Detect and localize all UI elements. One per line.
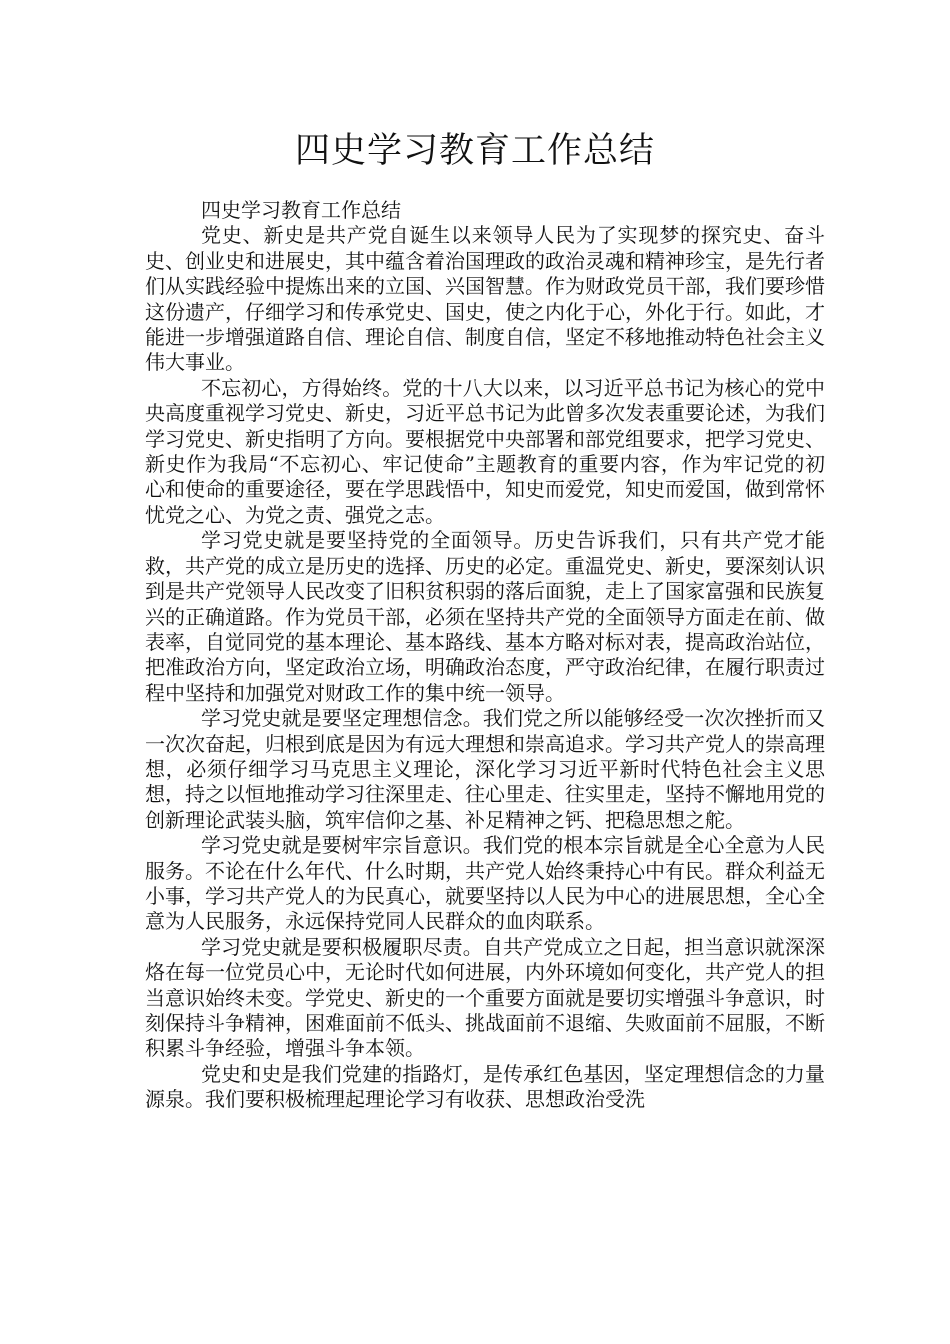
paragraph-original-aspiration: 不忘初心，方得始终。党的十八大以来，以习近平总书记为核心的党中央高度重视学习党史、新史，习近平总书记为此曾多次发表重要论述，为我们学习党史、新史指明了方向。要根据党中央部署和部党组要求，把学习党史、新史作为我局“不忘初心、牢记使命”主题教育的重要内容，作为牢记党的初心和使命的重要途径，要在学思践悟中，知史而爱党，知史而爱国，做到常怀忧党之心、为党之责、强党之志。 bbox=[145, 375, 825, 527]
paragraph-guiding-light: 党史和史是我们党建的指路灯，是传承红色基因，坚定理想信念的力量源泉。我们要积极梳理起理论学习有收获、思想政治受洗 bbox=[145, 1061, 825, 1112]
paragraph-purpose-awareness: 学习党史就是要树牢宗旨意识。我们党的根本宗旨就是全心全意为人民服务。不论在什么年代、什么时期，共产党人始终秉持心中有民。群众利益无小事，学习共产党人的为民真心，就要坚持以人民为中心的进展思想，全心全意为人民服务，永远保持党同人民群众的血肉联系。 bbox=[145, 833, 825, 934]
paragraph-duty-responsibility: 学习党史就是要积极履职尽责。自共产党成立之日起，担当意识就深深烙在每一位党员心中，无论时代如何进展，内外环境如何变化，共产党人的担当意识始终未变。学党史、新史的一个重要方面就是要切实增强斗争意识，时刻保持斗争精神，困难面前不低头、挑战面前不退缩、失败面前不屈服，不断积累斗争经验，增强斗争本领。 bbox=[145, 934, 825, 1061]
document-body bbox=[145, 198, 825, 1113]
paragraph-subtitle: 四史学习教育工作总结 bbox=[201, 198, 401, 222]
paragraph-ideals-beliefs: 学习党史就是要坚定理想信念。我们党之所以能够经受一次次挫折而又一次次奋起，归根到底是因为有远大理想和崇高追求。学习共产党人的崇高理想，必须仔细学习马克思主义理论，深化学习习近平新时代特色社会主义思想，持之以恒地推动学习往深里走、往心里走、往实里走，坚持不懈地用党的创新理论武装头脑，筑牢信仰之基、补足精神之钙、把稳思想之舵。 bbox=[145, 706, 825, 832]
paragraph-intro: 党史、新史是共产党自诞生以来领导人民为了实现梦的探究史、奋斗史、创业史和进展史，其中蕴含着治国理政的政治灵魂和精神珍宝，是先行者们从实践经验中提炼出来的立国、兴国智慧。作为财政党员干部，我们要珍惜这份遗产，仔细学习和传承党史、国史，使之内化于心，外化于行。如此，才能进一步增强道路自信、理论自信、制度自信，坚定不移地推动特色社会主义伟大事业。 bbox=[145, 223, 825, 375]
paragraph-party-leadership: 学习党史就是要坚持党的全面领导。历史告诉我们，只有共产党才能救，共产党的成立是历史的选择、历史的必定。重温党史、新史，要深刻认识到是共产党领导人民改变了旧积贫积弱的落后面貌，走上了国家富强和民族复兴的正确道路。作为党员干部，必须在坚持共产党的全面领导方面走在前、做表率，自觉同党的基本理论、基本路线、基本方略对标对表，提高政治站位，把准政治方向，坚定政治立场，明确政治态度，严守政治纪律，在履行职责过程中坚持和加强党对财政工作的集中统一领导。 bbox=[145, 528, 825, 705]
document-title: 四史学习教育工作总结 bbox=[294, 131, 655, 171]
